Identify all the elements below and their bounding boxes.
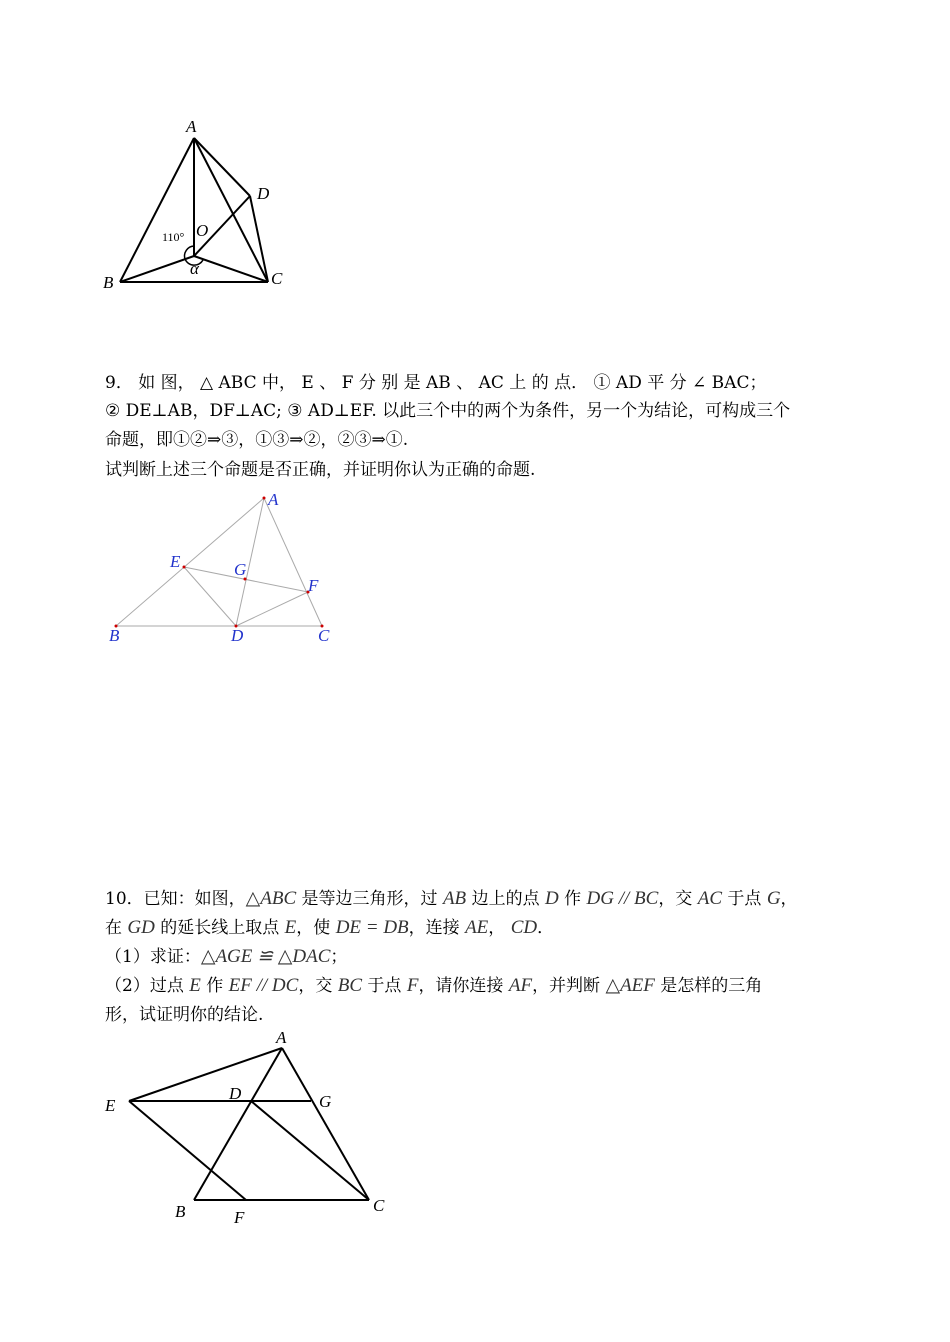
q10-label-f: F xyxy=(234,1208,245,1227)
q9-label-b: B xyxy=(109,626,120,645)
q9-line-1: 9． 如 图， △ ABC 中， E 、 F 分 别 是 AB 、 AC 上 的 点． ① AD 平 分 ∠ BAC； xyxy=(105,373,767,393)
q9-label-e: E xyxy=(170,552,181,571)
q10-edge-ef xyxy=(129,1101,246,1200)
q9-label-d: D xyxy=(231,626,244,645)
q10-edge-dc xyxy=(251,1101,369,1200)
figure-quadrilateral-aoc xyxy=(95,110,310,300)
q10-label-e: E xyxy=(105,1096,116,1115)
q9-edge-ac xyxy=(264,498,322,626)
label-c: C xyxy=(271,269,283,288)
q9-edge-df xyxy=(236,592,308,626)
q10-label-c: C xyxy=(373,1196,385,1215)
q10-label-b: B xyxy=(175,1202,186,1221)
label-d: D xyxy=(257,184,270,203)
q10-label-a: A xyxy=(276,1028,287,1047)
q10-line-1: 10．已知：如图，△ABC 是等边三角形，过 AB 边上的点 D 作 DG // BC，交 AC 于点 G， xyxy=(105,888,798,909)
q9-label-f: F xyxy=(308,576,319,595)
q9-label-g: G xyxy=(234,560,247,579)
q10-line-4: （2）过点 E 作 EF // DC，交 BC 于点 F，请你连接 AF，并判断 △AEF 是怎样的三角 xyxy=(105,975,763,996)
q10-edge-ea xyxy=(129,1048,282,1101)
label-110: 110° xyxy=(162,230,185,244)
edge-dc xyxy=(250,196,268,282)
q9-line-3: 命题，即①②⇒③，①③⇒②，②③⇒①. xyxy=(105,430,409,450)
q9-label-a: A xyxy=(268,490,279,509)
q10-label-d: D xyxy=(229,1084,242,1103)
q10-line-3: （1）求证：△AGE ≌ △DAC； xyxy=(105,946,348,967)
q10-label-g: G xyxy=(319,1092,332,1111)
label-b: B xyxy=(103,273,114,292)
label-a: A xyxy=(186,117,197,136)
q9-line-2: ② DE⊥AB，DF⊥AC; ③ AD⊥EF. 以此三个中的两个为条件，另一个为结论，可构成三个 xyxy=(105,401,791,421)
q10-line-5: 形，试证明你的结论. xyxy=(105,1005,264,1025)
q9-label-c: C xyxy=(318,626,330,645)
edge-ad xyxy=(194,138,250,196)
q9-line-4: 试判断上述三个命题是否正确，并证明你认为正确的命题. xyxy=(105,460,536,480)
q10-line-2: 在 GD 的延长线上取点 E，使 DE = DB，连接 AE， CD． xyxy=(105,917,555,938)
figure-q9-triangle xyxy=(100,488,350,653)
figure-q10-equilateral xyxy=(95,1025,405,1235)
q10-edge-ac xyxy=(282,1048,369,1200)
label-o: O xyxy=(196,221,209,240)
label-alpha: α xyxy=(190,259,199,278)
q10-edge-ab xyxy=(194,1048,282,1200)
